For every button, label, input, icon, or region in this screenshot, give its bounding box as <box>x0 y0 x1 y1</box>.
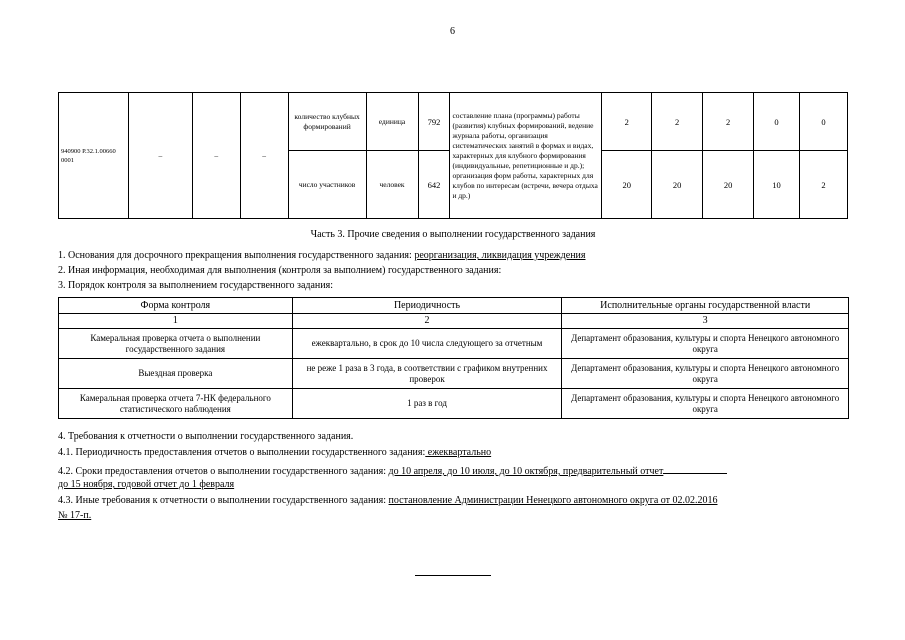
value-cell: 0 <box>799 93 847 151</box>
okei-code: 792 <box>418 93 450 151</box>
control-authority: Департамент образования, культуры и спорта Ненецкого автономного округа <box>562 359 849 389</box>
item-4-3-value-cont: № 17-п. <box>58 510 92 521</box>
item-1 <box>58 249 586 262</box>
unit-name: человек <box>366 151 418 219</box>
indicator-name: число участников <box>288 151 366 219</box>
dash-cell: – <box>240 93 288 219</box>
item-4-1 <box>58 446 491 459</box>
page-number: 6 <box>450 26 455 37</box>
column-number: 3 <box>562 314 849 329</box>
value-cell: 2 <box>799 151 847 219</box>
table-row <box>59 389 849 419</box>
item-4-1-value: ежеквартально <box>425 447 492 458</box>
control-authority: Департамент образования, культуры и спорта Ненецкого автономного округа <box>562 329 849 359</box>
item-4-3-cont <box>58 509 91 522</box>
value-cell: 20 <box>703 151 754 219</box>
item-4-3 <box>58 494 718 507</box>
value-cell: 2 <box>602 93 652 151</box>
control-form: Выездная проверка <box>59 359 293 389</box>
registry-code: 940900 Р.32.1.00660 0001 <box>59 93 129 219</box>
column-number: 1 <box>59 314 293 329</box>
item-3: 3. Порядок контроля за выполнением государственного задания: <box>58 280 333 291</box>
item-1-value: реорганизация, ликвидация учреждения <box>414 250 586 261</box>
item-4: 4. Требования к отчетности о выполнении государственного задания. <box>58 431 354 442</box>
value-cell: 10 <box>754 151 800 219</box>
part3-title: Часть 3. Прочие сведения о выполнении государственного задания <box>310 229 596 240</box>
services-table <box>58 92 848 219</box>
column-header: Исполнительные органы государственной власти <box>562 298 849 314</box>
column-header: Форма контроля <box>59 298 293 314</box>
table-row <box>59 93 848 151</box>
column-header: Периодичность <box>292 298 562 314</box>
okei-code: 642 <box>418 151 450 219</box>
item-4-1-label: 4.1. Периодичность предоставления отчетов о выполнении государственного задания: <box>58 447 426 458</box>
control-form: Камеральная проверка отчета о выполнении государственного задания <box>59 329 293 359</box>
content-text: составление плана (программы) работы (развития) клубных формирований, ведение журнала работы, организация систематических занятий в формах и видах, характерных для клубного формирования (индивидуальные, репетиционные и др.); организация форм работы, характерных для клубов по интересам (встречи, вечера отдыха и др.) <box>450 93 602 219</box>
column-number-row <box>59 314 849 329</box>
underline-fill <box>663 463 727 474</box>
value-cell: 2 <box>652 93 703 151</box>
control-periodicity: 1 раз в год <box>292 389 562 419</box>
item-4-3-label: 4.3. Иные требования к отчетности о выполнении государственного задания: <box>58 495 389 506</box>
item-2: 2. Иная информация, необходимая для выполнения (контроля за выполнием) государственного задания: <box>58 265 502 276</box>
item-4-2-label: 4.2. Сроки предоставления отчетов о выполнении государственного задания: <box>58 466 389 477</box>
control-form: Камеральная проверка отчета 7-НК федерального статистического наблюдения <box>59 389 293 419</box>
control-periodicity: не реже 1 раза в 3 года, в соответствии с графиком внутренних проверок <box>292 359 562 389</box>
unit-name: единица <box>366 93 418 151</box>
item-4-2 <box>58 463 727 478</box>
value-cell: 20 <box>602 151 652 219</box>
bottom-rule <box>415 575 491 576</box>
control-periodicity: ежеквартально, в срок до 10 числа следующего за отчетным <box>292 329 562 359</box>
control-table <box>58 297 849 419</box>
table-header-row <box>59 298 849 314</box>
table-row <box>59 329 849 359</box>
column-number: 2 <box>292 314 562 329</box>
dash-cell: – <box>128 93 192 219</box>
dash-cell: – <box>192 93 240 219</box>
item-4-2-value: до 10 апреля, до 10 июля, до 10 октября, предварительный отчет <box>388 466 664 477</box>
value-cell: 0 <box>754 93 800 151</box>
indicator-name: количество клубных формирований <box>288 93 366 151</box>
item-4-2-cont <box>58 478 234 491</box>
value-cell: 2 <box>703 93 754 151</box>
value-cell: 20 <box>652 151 703 219</box>
table-row <box>59 359 849 389</box>
item-4-3-value: постановление Администрации Ненецкого автономного округа от 02.02.2016 <box>388 495 718 506</box>
item-1-label: 1. Основания для досрочного прекращения выполнения государственного задания: <box>58 250 415 261</box>
item-4-2-value-cont: до 15 ноября, годовой отчет до 1 февраля <box>58 479 235 490</box>
control-authority: Департамент образования, культуры и спорта Ненецкого автономного округа <box>562 389 849 419</box>
